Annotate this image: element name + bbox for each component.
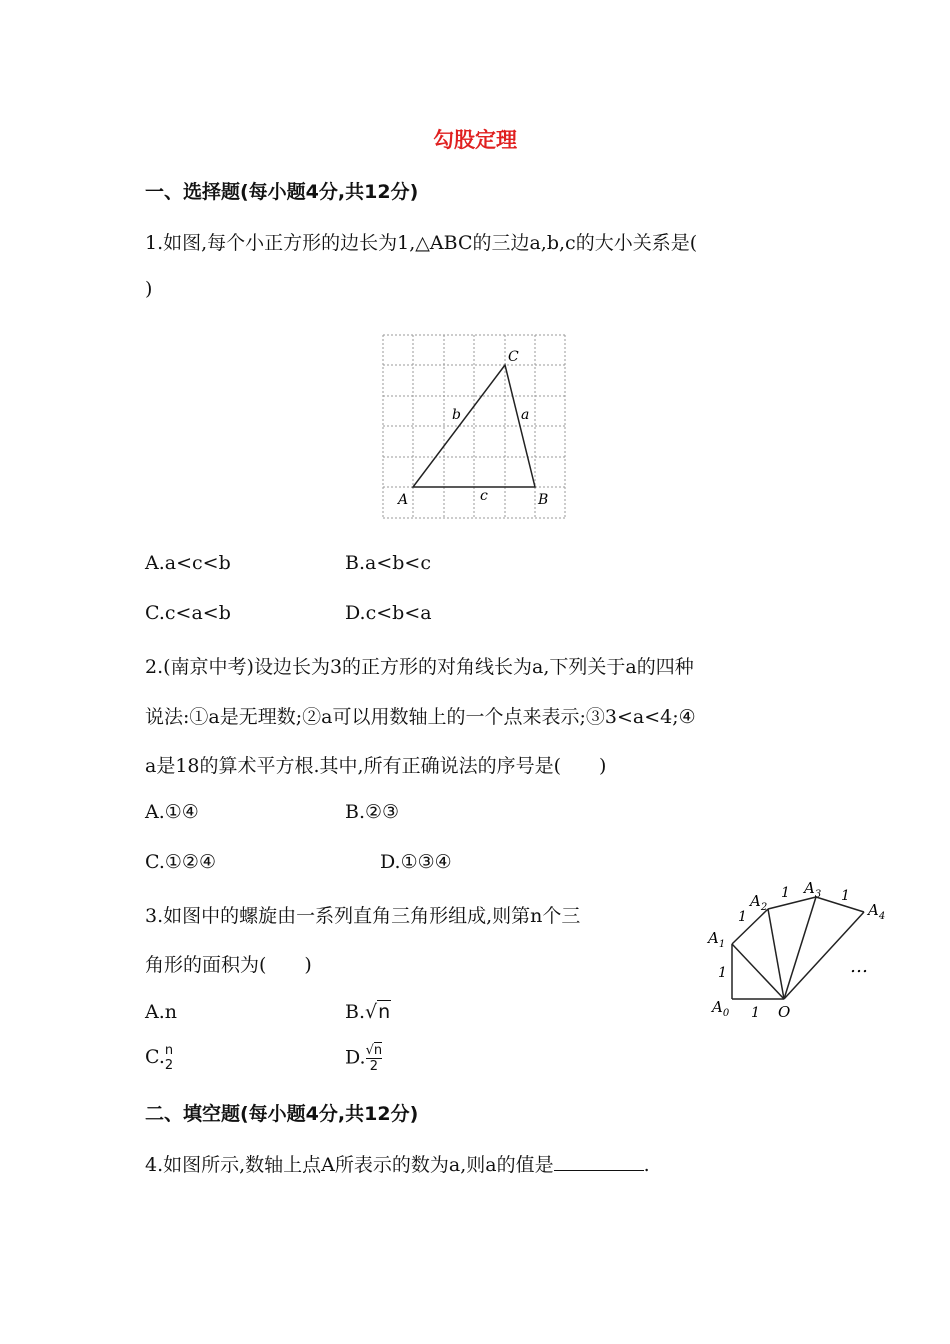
sqrt-icon: √n bbox=[365, 1001, 391, 1023]
q3-option-b-prefix: B. bbox=[345, 1001, 366, 1023]
fraction-numerator: n bbox=[164, 1043, 174, 1058]
label-B: B bbox=[538, 492, 549, 508]
label-a1: $A_1$ bbox=[708, 929, 726, 950]
label-one-a3a4: 1 bbox=[841, 888, 850, 904]
q4-text-body: 4.如图所示,数轴上点A所表示的数为a,则a的值是 bbox=[145, 1154, 554, 1176]
label-a4: $A_4$ bbox=[868, 901, 886, 922]
q1-text-line1: 1.如图,每个小正方形的边长为1,△ABC的三边a,b,c的大小关系是( bbox=[145, 232, 698, 254]
q3-option-b-radicand: n bbox=[378, 1001, 391, 1023]
q3-option-a[interactable]: A.n bbox=[145, 1001, 177, 1023]
q3-option-c[interactable] bbox=[145, 1043, 173, 1073]
q1-option-a[interactable]: A.a<c<b bbox=[145, 552, 231, 574]
label-c: c bbox=[480, 488, 488, 504]
fraction bbox=[165, 1043, 173, 1073]
label-one-left: 1 bbox=[718, 965, 727, 981]
label-a3: $A_3$ bbox=[804, 879, 822, 900]
fraction-denominator: 2 bbox=[164, 1058, 174, 1073]
q2-option-c[interactable]: C.①②④ bbox=[145, 851, 216, 873]
label-one-a2a3: 1 bbox=[781, 885, 790, 901]
q3-option-c-prefix: C. bbox=[145, 1046, 165, 1068]
q2-text-line2: 说法:①a是无理数;②a可以用数轴上的一个点来表示;③3<a<4;④ bbox=[145, 706, 696, 728]
label-A: A bbox=[398, 492, 409, 508]
label-one-bottom: 1 bbox=[751, 1005, 760, 1021]
section-heading-choice: 一、选择题(每小题4分,共12分) bbox=[145, 181, 419, 203]
q2-option-a[interactable]: A.①④ bbox=[145, 801, 199, 823]
fraction bbox=[366, 1043, 383, 1074]
q1-option-d[interactable]: D.c<b<a bbox=[345, 602, 432, 624]
q1-option-b[interactable]: B.a<b<c bbox=[345, 552, 431, 574]
ellipsis-label: … bbox=[850, 956, 868, 977]
q1-grid-figure bbox=[378, 330, 573, 525]
q3-spiral-figure bbox=[700, 872, 900, 1027]
label-a: a bbox=[521, 407, 530, 423]
fraction-numerator-radicand: n bbox=[373, 1043, 383, 1058]
label-a0: $A_0$ bbox=[712, 998, 730, 1019]
q3-option-d[interactable] bbox=[345, 1043, 382, 1074]
q2-text-line3: a是18的算术平方根.其中,所有正确说法的序号是( ) bbox=[145, 755, 607, 777]
fraction-numerator: √n bbox=[365, 1043, 383, 1058]
q4-text bbox=[145, 1150, 650, 1177]
label-one-a1a2: 1 bbox=[738, 909, 747, 925]
page-title: 勾股定理 bbox=[433, 128, 517, 152]
q2-option-b[interactable]: B.②③ bbox=[345, 801, 400, 823]
label-a2: $A_2$ bbox=[750, 892, 768, 913]
label-C: C bbox=[508, 349, 519, 365]
fraction-denominator: 2 bbox=[366, 1058, 383, 1074]
section-heading-fill: 二、填空题(每小题4分,共12分) bbox=[145, 1103, 419, 1125]
label-b: b bbox=[452, 407, 461, 423]
q2-text-line1: 2.(南京中考)设边长为3的正方形的对角线长为a,下列关于a的四种 bbox=[145, 656, 694, 678]
q4-answer-blank[interactable] bbox=[554, 1150, 644, 1171]
q4-text-end: . bbox=[643, 1154, 650, 1176]
q3-text-line1: 3.如图中的螺旋由一系列直角三角形组成,则第n个三 bbox=[145, 905, 581, 927]
q3-option-b[interactable] bbox=[345, 1001, 391, 1023]
q2-option-d[interactable]: D.①③④ bbox=[380, 851, 452, 873]
q1-text-line2: ) bbox=[145, 278, 153, 300]
q3-option-d-prefix: D. bbox=[345, 1046, 366, 1069]
label-o: O bbox=[778, 1003, 791, 1021]
q1-option-c[interactable]: C.c<a<b bbox=[145, 602, 231, 624]
q3-text-line2: 角形的面积为( ) bbox=[145, 954, 312, 976]
